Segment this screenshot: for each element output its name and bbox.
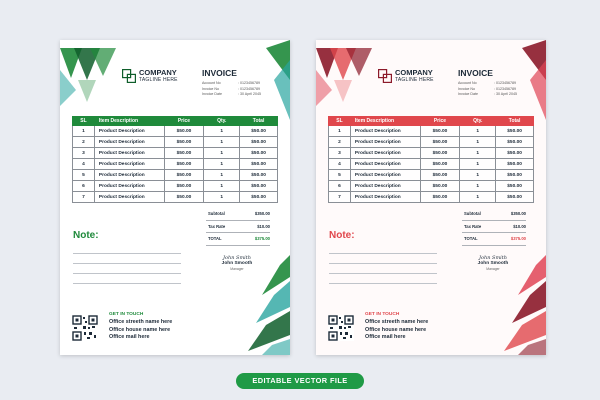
company-brand (378, 69, 434, 83)
table-row: 7 Product Description $50.00 1 $50.00 (329, 192, 534, 203)
qr-code-icon (72, 315, 98, 341)
table-row: 4 Product Description $50.00 1 $50.00 (73, 159, 278, 170)
contact-block (109, 312, 172, 342)
totals-block (462, 208, 526, 246)
grand-total-row: TOTAL $375.00 (206, 233, 270, 246)
invoice-header (458, 68, 538, 98)
invoice-sheet-red (316, 40, 546, 355)
table-row: 3 Product Description $50.00 1 $50.00 (329, 148, 534, 159)
tax-rate-row: Tax Rate $10.00 (206, 221, 270, 234)
subtotal-row: Subtotal $350.00 (462, 208, 526, 221)
col-item-description: Item Description (94, 117, 164, 126)
signature-block (464, 255, 522, 271)
tax-rate-row: Tax Rate $10.00 (462, 221, 526, 234)
col-total: Total (496, 117, 534, 126)
col-sl: SL (329, 117, 351, 126)
col-item-description: Item Description (350, 117, 420, 126)
grand-total-row: TOTAL $375.00 (462, 233, 526, 246)
note-lines (329, 244, 437, 284)
signature-block (208, 255, 266, 271)
invoice-title: INVOICE (202, 68, 237, 78)
qr-code-icon (328, 315, 354, 341)
contact-house: Office house name here (109, 326, 171, 333)
meta-account-no: Account No : 0123456789 (202, 81, 260, 85)
company-logo-icon (378, 69, 392, 83)
table-header-row (329, 117, 534, 126)
invoice-title: INVOICE (458, 68, 493, 78)
col-total: Total (240, 117, 278, 126)
contact-block (365, 312, 428, 342)
totals-block (206, 208, 270, 246)
note-lines (73, 244, 181, 284)
table-row: 4 Product Description $50.00 1 $50.00 (329, 159, 534, 170)
table-row: 7 Product Description $50.00 1 $50.00 (73, 192, 278, 203)
contact-heading: GET IN TOUCH (109, 312, 144, 317)
company-brand (122, 69, 178, 83)
contact-house: Office house name here (365, 326, 427, 333)
table-row: 6 Product Description $50.00 1 $50.00 (329, 181, 534, 192)
col-sl: SL (73, 117, 95, 126)
table-row: 2 Product Description $50.00 1 $50.00 (73, 137, 278, 148)
editable-vector-file-badge: EDITABLE VECTOR FILE (236, 373, 364, 389)
signature-script: John Smith (478, 255, 508, 261)
signer-name: John Smooth (221, 261, 253, 266)
table-row: 3 Product Description $50.00 1 $50.00 (73, 148, 278, 159)
meta-invoice-no: Invoice No : 0123456789 (458, 86, 516, 91)
company-tagline: TAGLINE HERE (395, 77, 434, 83)
meta-account-no: Account No : 0123456789 (458, 81, 516, 85)
contact-street: Office streeth name here (365, 319, 429, 325)
note-label: Note: (73, 230, 99, 241)
items-table (72, 116, 278, 203)
company-name: COMPANY (395, 68, 433, 77)
contact-mail: Office mail here (365, 334, 406, 340)
decorative-triangles-top-left (316, 40, 386, 110)
table-row: 1 Product Description $50.00 1 $50.00 (329, 126, 534, 137)
table-header-row (73, 117, 278, 126)
invoice-sheet-green (60, 40, 290, 355)
col-price: Price (420, 117, 460, 126)
note-label: Note: (329, 230, 355, 241)
company-name: COMPANY (139, 68, 177, 77)
signature-script: John Smith (222, 255, 252, 261)
col-price: Price (164, 117, 204, 126)
signer-role: Manager (230, 267, 244, 271)
decorative-triangles-top-left (60, 40, 130, 110)
table-row: 6 Product Description $50.00 1 $50.00 (73, 181, 278, 192)
signer-name: John Smooth (477, 261, 509, 266)
company-tagline: TAGLINE HERE (139, 77, 178, 83)
table-row: 2 Product Description $50.00 1 $50.00 (329, 137, 534, 148)
table-row: 5 Product Description $50.00 1 $50.00 (329, 170, 534, 181)
col-qty: Qty. (460, 117, 496, 126)
meta-invoice-date: Invoice Date : 30 April 2045 (202, 92, 261, 97)
items-table (328, 116, 534, 203)
col-qty: Qty. (204, 117, 240, 126)
signer-role: Manager (486, 267, 500, 271)
company-logo-icon (122, 69, 136, 83)
contact-street: Office streeth name here (109, 319, 173, 325)
invoice-header (202, 68, 282, 98)
subtotal-row: Subtotal $350.00 (206, 208, 270, 221)
table-row: 5 Product Description $50.00 1 $50.00 (73, 170, 278, 181)
contact-heading: GET IN TOUCH (365, 312, 400, 317)
contact-mail: Office mail here (109, 334, 150, 340)
meta-invoice-no: Invoice No : 0123456789 (202, 86, 260, 91)
meta-invoice-date: Invoice Date : 30 April 2045 (458, 92, 517, 97)
table-row: 1 Product Description $50.00 1 $50.00 (73, 126, 278, 137)
